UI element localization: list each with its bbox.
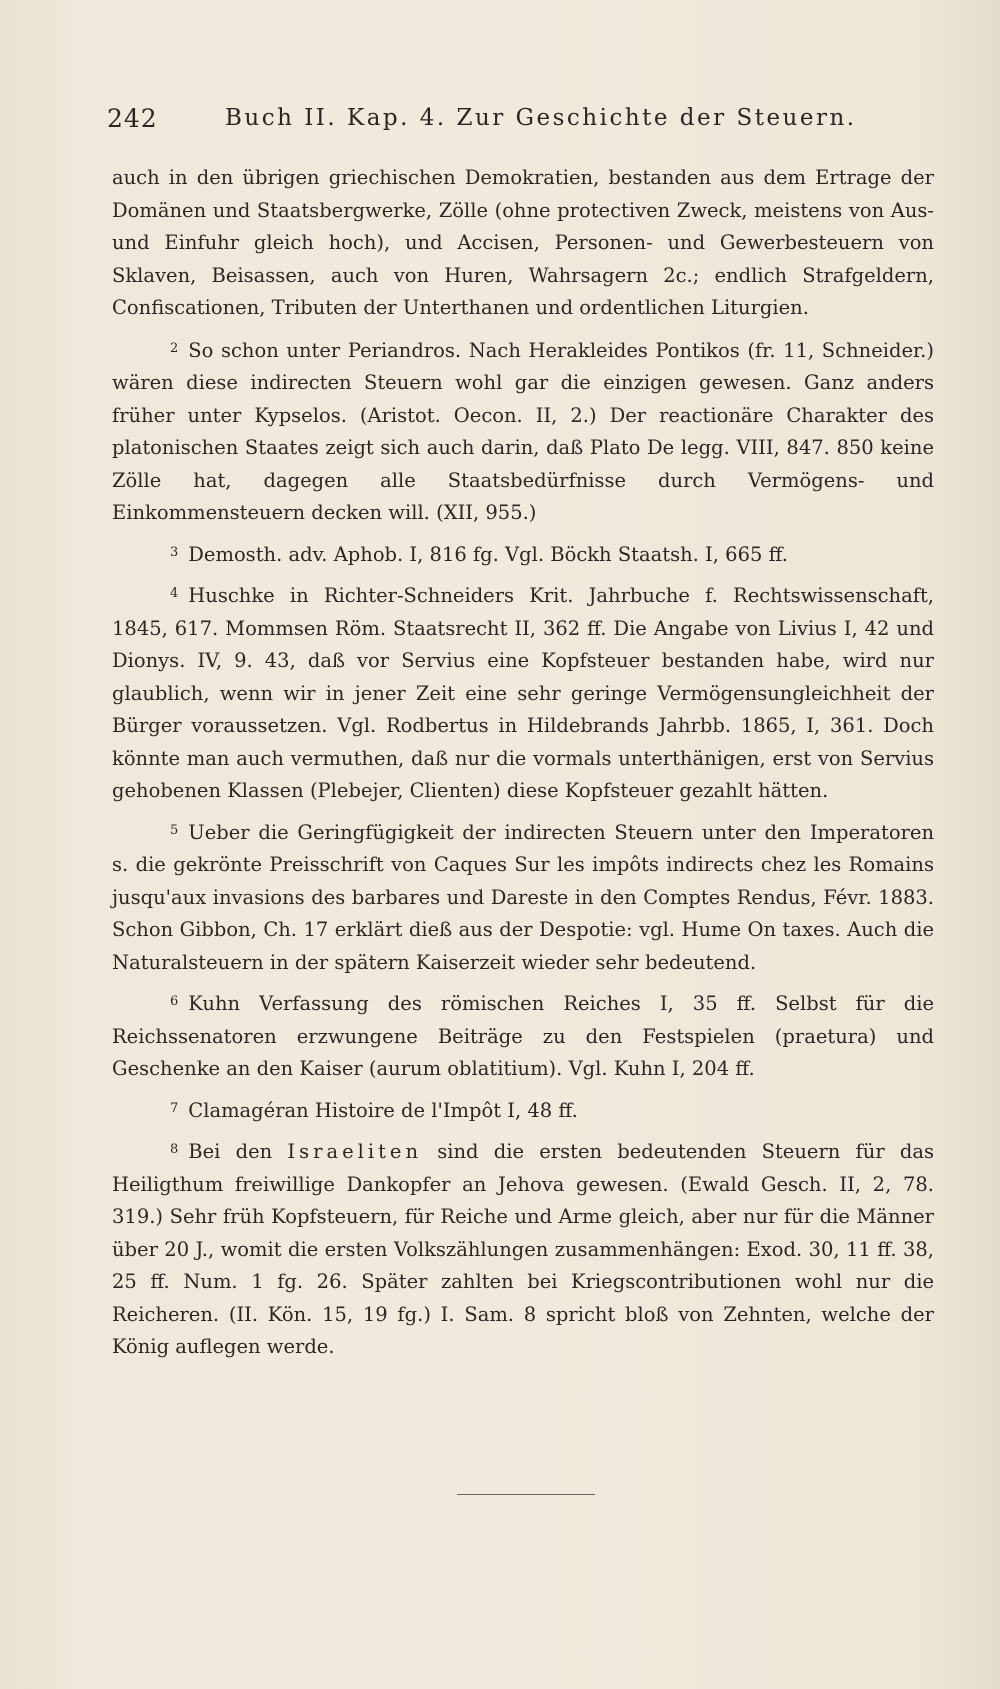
footnote-marker: 2 <box>170 340 179 356</box>
footnote-3 <box>112 537 934 572</box>
footnote-spaced-emphasis: Israeliten <box>287 1140 423 1163</box>
footnote-marker: 7 <box>170 1100 179 1116</box>
footnote-marker: 8 <box>170 1142 179 1157</box>
footnote-6 <box>112 986 934 1086</box>
footnotes-block <box>112 162 934 1371</box>
footnote-text: So schon unter Periandros. Nach Herakleides Pontikos (fr. 11, Schneider.) wären diese indirecten Steuern wohl gar die einzigen gewesen. Ganz anders früher unter Kypselos. (Aristot. Oecon. II, 2.) Der reactionäre Charakter des platonischen Staates zeigt sich auch darin, daß Plato De legg. VIII, 847. 850 keine Zölle hat, dagegen alle Staatsbedürfnisse durch Vermögens- und Einkommensteuern decken will. (XII, 955.) <box>112 338 934 524</box>
footnote-5 <box>112 815 934 980</box>
footnote-text: Clamagéran Histoire de l'Impôt I, 48 ff. <box>188 1098 578 1122</box>
footnote-marker: 3 <box>170 544 179 560</box>
end-rule <box>457 1494 595 1495</box>
footnote-text-after: sind die ersten bedeutenden Steuern für das Heiligthum freiwillige Dankopfer an Jehova gewesen. (Ewald Gesch. II, 2, 78. 319.) Sehr früh Kopfsteuern, für Reiche und Arme gleich, aber nur für die Männer über 20 J., womit die ersten Volkszählungen zusammenhängen: Exod. 30, 11 ff. 38, 25 ff. Num. 1 fg. 26. Später zahlten bei Kriegscontributionen wohl nur die Reicheren. (II. Kön. 15, 19 fg.) I. Sam. 8 spricht bloß von Zehnten, welche der König auflegen werde. <box>112 1140 934 1358</box>
footnote-2 <box>112 333 934 530</box>
footnote-marker: 6 <box>170 994 179 1009</box>
footnote-text: Ueber die Geringfügigkeit der indirecten Steuern unter den Imperatoren s. die gekrönte Preisschrift von Caques Sur les impôts indirects chez les Romains jusqu'aux invasions des barbares und Dareste in den Comptes Rendus, Févr. 1883. Schon Gibbon, Ch. 17 erklärt dieß aus der Despotie: vgl. Hume On taxes. Auch die Naturalsteuern in der spätern Kaiserzeit wieder sehr bedeutend. <box>112 820 934 974</box>
footnote-marker: 4 <box>170 586 179 601</box>
footnote-text: Huschke in Richter-Schneiders Krit. Jahrbuche f. Rechtswissenschaft, 1845, 617. Mommsen Röm. Staatsrecht II, 362 ff. Die Angabe von Livius I, 42 und Dionys. IV, 9. 43, daß vor Servius eine Kopfsteuer bestanden habe, wird nur glaublich, wenn wir in jener Zeit eine sehr geringe Vermögensungleichheit der Bürger voraussetzen. Vgl. Rodbertus in Hildebrands Jahrbb. 1865, I, 361. Doch könnte man auch vermuthen, daß nur die vormals unterthänigen, erst von Servius gehobenen Klassen (Plebejer, Clienten) diese Kopfsteuer gezahlt hätten. <box>112 584 934 802</box>
footnote-1-continued <box>112 162 934 325</box>
footnote-text-before: Bei den <box>188 1140 288 1163</box>
page-number: 242 <box>107 104 158 133</box>
footnote-text: Kuhn Verfassung des römischen Reiches I, 35 ff. Selbst für die Reichssenatoren erzwungene Beiträge zu den Festspielen (praetura) und Geschenke an den Kaiser (aurum oblatitium). Vgl. Kuhn I, 204 ff. <box>112 992 934 1080</box>
footnote-text: Demosth. adv. Aphob. I, 816 fg. Vgl. Böckh Staatsh. I, 665 ff. <box>188 542 788 566</box>
footnote-4 <box>112 578 934 808</box>
running-head: Buch II. Kap. 4. Zur Geschichte der Steuern. <box>225 105 857 131</box>
footnote-marker: 5 <box>170 822 179 838</box>
page-header <box>107 104 933 138</box>
footnote-7 <box>112 1093 934 1128</box>
footnote-8 <box>112 1134 934 1364</box>
footnote-text: auch in den übrigen griechischen Demokratien, bestanden aus dem Ertrage der Domänen und Staatsbergwerke, Zölle (ohne protectiven Zweck, meistens von Aus- und Einfuhr gleich hoch), und Accisen, Personen- und Gewerbesteuern von Sklaven, Beisassen, auch von Huren, Wahrsagern 2c.; endlich Strafgeldern, Confiscationen, Tributen der Unterthanen und ordentlichen Liturgien. <box>112 166 934 319</box>
